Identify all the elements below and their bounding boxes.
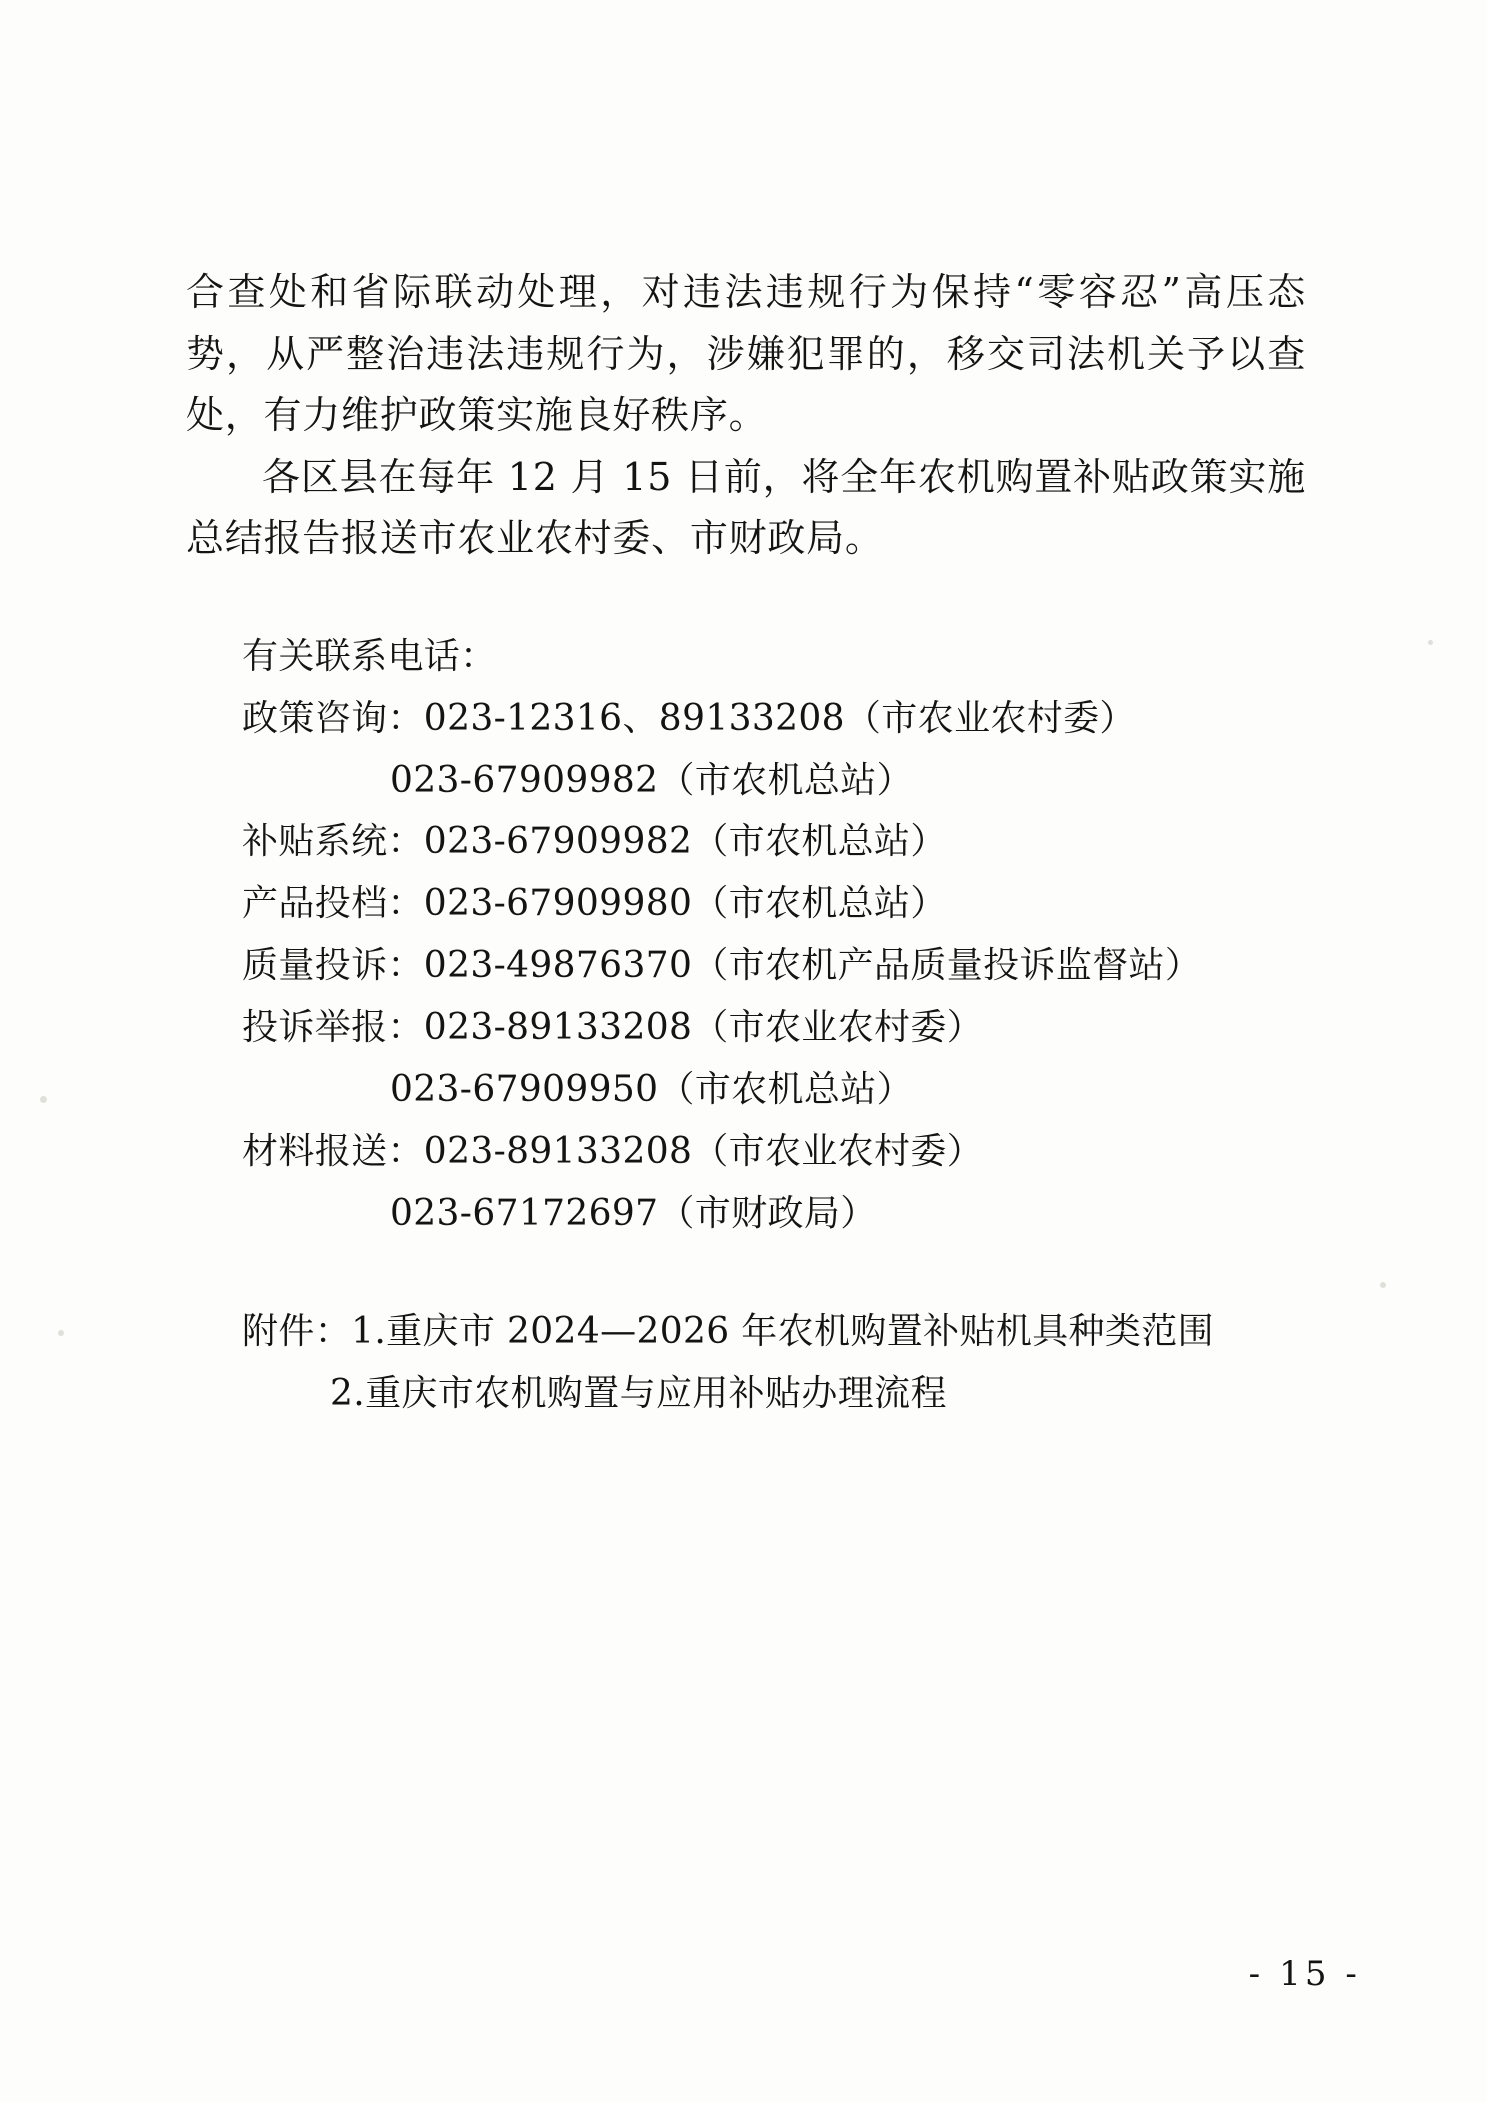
paper-speck: [40, 1096, 47, 1103]
spacer: [186, 570, 1306, 626]
paper-speck: [58, 1330, 64, 1336]
paragraph-1: 合查处和省际联动处理，对违法违规行为保持“零容忍”高压态势，从严整治违法违规行为，涉嫌犯罪的，移交司法机关予以查处，有力维护政策实施良好秩序。: [186, 270, 1306, 438]
paper-speck: [1380, 1282, 1386, 1288]
contact-section: [242, 626, 1306, 1245]
attachments-section: [242, 1301, 1306, 1425]
contact-line-materials-2: 023-67172697（市财政局）: [390, 1192, 877, 1234]
page-number: - 15 -: [1248, 1954, 1361, 1994]
contact-line-quality-complaint: 质量投诉：023-49876370（市农机产品质量投诉监督站）: [242, 945, 1202, 987]
document-body: [186, 262, 1306, 1425]
contact-line-report: 投诉举报：023-89133208（市农业农村委）: [242, 1007, 984, 1049]
contact-line-materials: 材料报送：023-89133208（市农业农村委）: [242, 1130, 984, 1172]
paragraph-2: 各区县在每年 12 月 15 日前，将全年农机购置补贴政策实施总结报告报送市农业农村委、市财政局。: [186, 454, 1306, 561]
contact-heading: 有关联系电话：: [242, 635, 497, 677]
attachment-line-2: 2.重庆市农机购置与应用补贴办理流程: [330, 1372, 947, 1414]
attachment-line-1: 附件：1.重庆市 2024—2026 年农机购置补贴机具种类范围: [242, 1310, 1214, 1352]
contact-line-report-2: 023-67909950（市农机总站）: [390, 1069, 913, 1111]
contact-line-policy: 政策咨询：023-12316、89133208（市农业农村委）: [242, 697, 1136, 739]
contact-line-product-filing: 产品投档：023-67909980（市农机总站）: [242, 883, 947, 925]
paper-speck: [1428, 640, 1433, 645]
contact-line-policy-2: 023-67909982（市农机总站）: [390, 759, 913, 801]
spacer: [186, 1245, 1306, 1301]
contact-line-subsidy-system: 补贴系统：023-67909982（市农机总站）: [242, 821, 947, 863]
